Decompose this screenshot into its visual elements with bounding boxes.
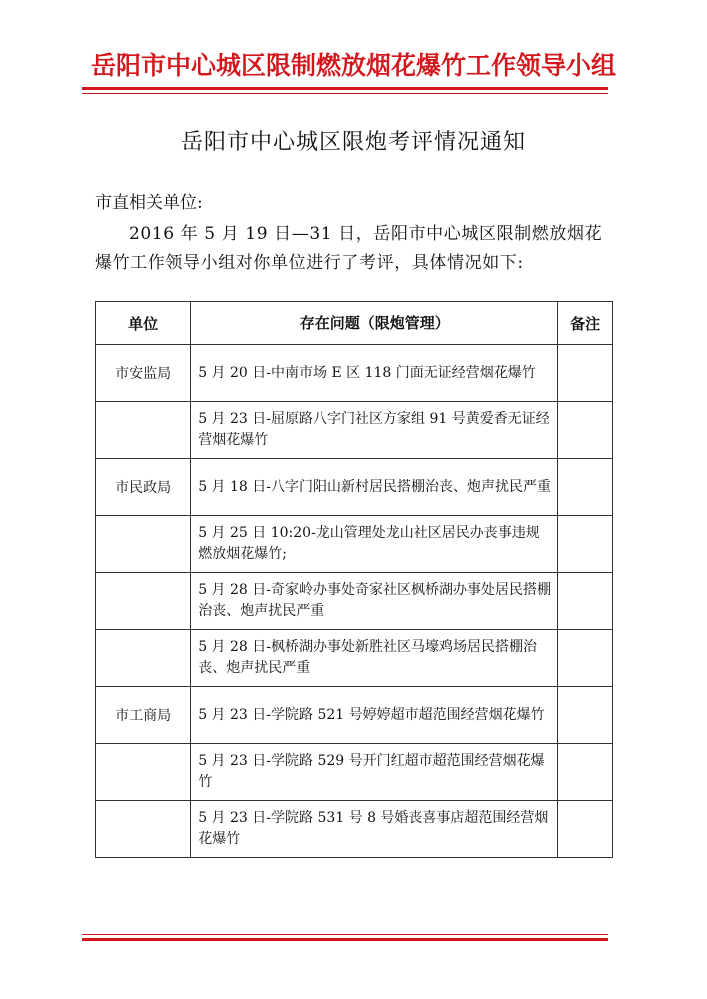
header-issue: 存在问题（限炮管理） <box>191 302 558 345</box>
table-row <box>96 402 613 459</box>
issue-cell: 5 月 28 日-枫桥湖办事处新胜社区马壕鸡场居民搭棚治丧、炮声扰民严重 <box>191 630 558 687</box>
header-rule-thick <box>82 87 608 90</box>
note-cell <box>558 744 613 801</box>
unit-cell <box>96 402 191 459</box>
note-cell <box>558 402 613 459</box>
table-header-row <box>96 302 613 345</box>
unit-cell: 市民政局 <box>96 459 191 516</box>
note-cell <box>558 345 613 402</box>
issue-cell: 5 月 20 日-中南市场 E 区 118 门面无证经营烟花爆竹 <box>191 345 558 402</box>
issue-cell: 5 月 25 日 10:20-龙山管理处龙山社区居民办丧事违规燃放烟花爆竹; <box>191 516 558 573</box>
table-row <box>96 687 613 744</box>
note-cell <box>558 801 613 858</box>
table-row <box>96 459 613 516</box>
note-cell <box>558 687 613 744</box>
organization-header-title: 岳阳市中心城区限制燃放烟花爆竹工作领导小组 <box>90 51 616 80</box>
issue-cell: 5 月 23 日-学院路 521 号婷婷超市超范围经营烟花爆竹 <box>191 687 558 744</box>
issue-cell: 5 月 23 日-学院路 531 号 8 号婚丧喜事店超范围经营烟花爆竹 <box>191 801 558 858</box>
salutation: 市直相关单位: <box>95 193 203 213</box>
table-row <box>96 516 613 573</box>
issue-cell: 5 月 28 日-奇家岭办事处奇家社区枫桥湖办事处居民搭棚治丧、炮声扰民严重 <box>191 573 558 630</box>
evaluation-table <box>95 301 613 858</box>
issue-cell: 5 月 23 日-学院路 529 号开门红超市超范围经营烟花爆竹 <box>191 744 558 801</box>
issue-cell: 5 月 23 日-屈原路八字门社区方家组 91 号黄爱香无证经营烟花爆竹 <box>191 402 558 459</box>
document-title: 岳阳市中心城区限炮考评情况通知 <box>180 130 526 155</box>
unit-cell <box>96 801 191 858</box>
table-row <box>96 573 613 630</box>
intro-paragraph: 2016 年 5 月 19 日—31 日，岳阳市中心城区限制燃放烟花爆竹工作领导小组对你单位进行了考评，具体情况如下: <box>95 224 603 273</box>
unit-cell <box>96 630 191 687</box>
footer-rule-thin <box>82 934 608 935</box>
unit-cell: 市工商局 <box>96 687 191 744</box>
unit-cell: 市安监局 <box>96 345 191 402</box>
header-note: 备注 <box>558 302 613 345</box>
unit-cell <box>96 516 191 573</box>
header-unit: 单位 <box>96 302 191 345</box>
unit-cell <box>96 744 191 801</box>
footer-rule-thick <box>82 938 608 941</box>
table-row <box>96 345 613 402</box>
table-row <box>96 801 613 858</box>
table-row <box>96 630 613 687</box>
table-row <box>96 744 613 801</box>
issue-cell: 5 月 18 日-八字门阳山新村居民搭棚治丧、炮声扰民严重 <box>191 459 558 516</box>
unit-cell <box>96 573 191 630</box>
header-rule-thin <box>82 93 608 94</box>
note-cell <box>558 459 613 516</box>
note-cell <box>558 573 613 630</box>
note-cell <box>558 516 613 573</box>
note-cell <box>558 630 613 687</box>
